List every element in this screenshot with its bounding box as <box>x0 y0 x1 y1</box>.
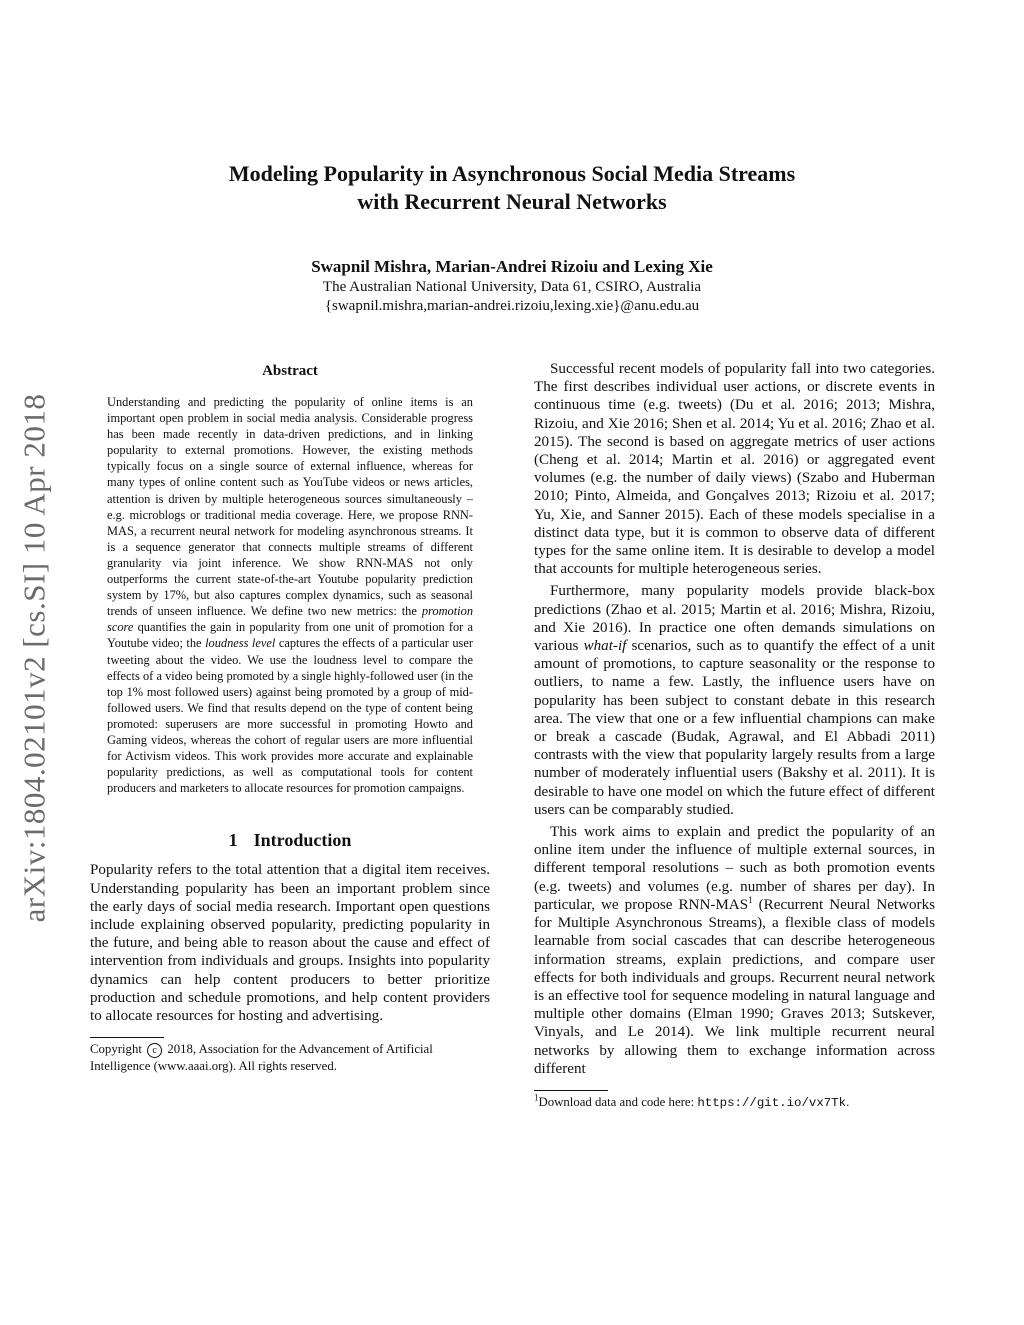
paragraph-part: This work aims to explain and predict the popularity of an online item under the influence of multiple external sources, in different temporal resolutions – such as both promotion events (e.g. tweets) and volumes (e.g. number of shares per day). In particular, we propose RNN-MAS <box>534 824 935 913</box>
paragraph-part: (Recurrent Neural Networks for Multiple Asynchronous Streams), a flexible class of models learnable from social cascades that can describe heterogeneous information streams, explain predictions, and compare user effects for both individuals and groups. Recurrent neural network is an effective tool for sequence modeling in natural language and multiple other domains (Elman 1990; Graves 2013; Sutskever, Vinyals, and Le 2014). We link multiple recurrent neural networks by allowing them to exchange information across different <box>534 896 936 1077</box>
title-line-2: with Recurrent Neural Networks <box>357 189 667 214</box>
introduction-paragraph: Popularity refers to the total attention that a digital item receives. Understanding popularity has been an important problem since the early days of social media research. Important open questions include explaining observed popularity, predicting popularity in the future, and being able to reason about the cause and effect of intervention from individuals and groups. Insights into popularity dynamics can help content producers to better prioritize production and schedule promotions, and help content providers to allocate resources for hosting and advertising. <box>90 862 490 1024</box>
introduction-heading <box>90 830 490 851</box>
footnote-mark: 1 <box>534 1092 539 1103</box>
arxiv-id-text: arXiv:1804.02101v2 [cs.SI] 10 Apr 2018 <box>16 393 52 922</box>
abstract-text <box>107 394 473 796</box>
body-paragraph <box>534 823 935 1078</box>
arxiv-identifier-stamp <box>14 370 54 945</box>
paragraph-part: scenarios, such as to quantify the effect of a unit amount of promotions, to capture seasonality or the response to outliers, to name a few. Lastly, the influence users have on popularity has been subject to constant debate in this research area. The view that one or a few influential champions can make or break a cascade (Budak, Agrawal, and El Abbadi 2011) contrasts with the view that popularity largely results from a large number of moderately influential users (Bakshy et al. 2011). It is desirable to have one model on which the future effect of different users can be comparably studied. <box>534 638 935 818</box>
paper-header <box>90 160 934 316</box>
copyright-text: 2018, Association for the Advancement of Artificial Intelligence (www.aaai.org). All rights reserved. <box>90 1042 433 1073</box>
section-title: Introduction <box>253 830 352 851</box>
footnote-reference: 1 <box>748 894 753 905</box>
footnote-text: Download data and code here: <box>538 1094 698 1109</box>
copyright-icon: c <box>147 1043 162 1058</box>
abstract-part-2: quantifies the gain in popularity from one unit of promotion for a Youtube video; the <box>107 620 473 651</box>
copyright-notice <box>90 1041 490 1074</box>
abstract-heading: Abstract <box>262 363 318 379</box>
body-paragraph: Successful recent models of popularity fall into two categories. The first describes individual user actions, or discrete events in continuous time (e.g. tweets) (Du et al. 2016; 2013; Mishra, Rizoiu, and Xie 2016; Shen et al. 2014; Yu et al. 2016; Zhao et al. 2015). The second is based on aggregate metrics of user actions (Cheng et al. 2014; Martin et al. 2016) or aggregated event volumes (e.g. the number of daily views) (Szabo and Huberman 2010; Pinto, Almeida, and Gonçalves 2013; Rizoiu et al. 2017; Yu, Xie, and Sanner 2015). Each of these models specialise in a distinct data type, but it is common to observe data of different types for the same online item. It is desirable to develop a model that accounts for multiple heterogeneous series. <box>534 361 935 578</box>
copyright-prefix: Copyright <box>90 1042 142 1057</box>
body-paragraph <box>534 582 935 819</box>
abstract-term-loudness-level: loudness level <box>205 636 276 651</box>
abstract-part-1: Understanding and predicting the popularity of online items is an important open problem in social media analysis. Considerable progress has been made recently in data-driven predictions, and in linking popularity to external promotions. However, the existing methods typically focus on a single source of external influence, whereas for many types of online content such as YouTube videos or news articles, attention is driven by multiple heterogeneous sources simultaneously – e.g. microblogs or traditional media coverage. Here, we propose RNN-MAS, a recurrent neural network for modeling asynchronous streams. It is a sequence generator that connects multiple streams of different granularity via joint inference. We show RNN-MAS not only outperforms the current state-of-the-art Youtube popularity prediction system by 17%, but also captures complex dynamics, such as seasonal trends of unseen influence. We define two new metrics: the <box>107 395 473 619</box>
footnote-link[interactable]: https://git.io/vx7Tk <box>697 1095 847 1110</box>
left-column <box>90 360 490 1074</box>
affiliation: The Australian National University, Data 61, CSIRO, Australia <box>322 279 702 295</box>
footnote-divider <box>534 1090 608 1091</box>
paragraph-part: Furthermore, many popularity models provide black-box predictions (Zhao et al. 2015; Martin et al. 2016; Mishra, Rizoiu, and Xie 2016). In practice one often demands simulations on various <box>534 583 935 655</box>
section-number: 1 <box>228 830 238 851</box>
footnote-end: . <box>846 1094 850 1109</box>
author-emails: {swapnil.mishra,marian-andrei.rizoiu,lexing.xie}@anu.edu.au <box>324 298 700 314</box>
abstract-part-3: captures the effects of a particular user tweeting about the video. We use the loudness level to compare the effects of a video being promoted by a single highly-followed user (in the top 1% most followed users) against being promoted by a group of mid-followed users. We find that results depend on the type of content being promoted: superusers are more successful in promoting Howto and Gaming videos, whereas the cohort of regular users are more influential for Activism videos. This work provides more accurate and explainable popularity predictions, as well as computational tools for content producers and marketers to allocate resources for promotion campaigns. <box>107 636 473 796</box>
emphasis-what-if: what-if <box>583 638 627 655</box>
title-line-1: Modeling Popularity in Asynchronous Social Media Streams <box>228 161 796 186</box>
paper-title <box>90 160 934 216</box>
right-column <box>534 360 935 1111</box>
footnote <box>534 1094 935 1111</box>
author-list: Swapnil Mishra, Marian-Andrei Rizoiu and Lexing Xie <box>311 257 713 276</box>
abstract-term-promotion-score: promotion score <box>107 604 474 635</box>
footnote-divider <box>90 1037 164 1038</box>
